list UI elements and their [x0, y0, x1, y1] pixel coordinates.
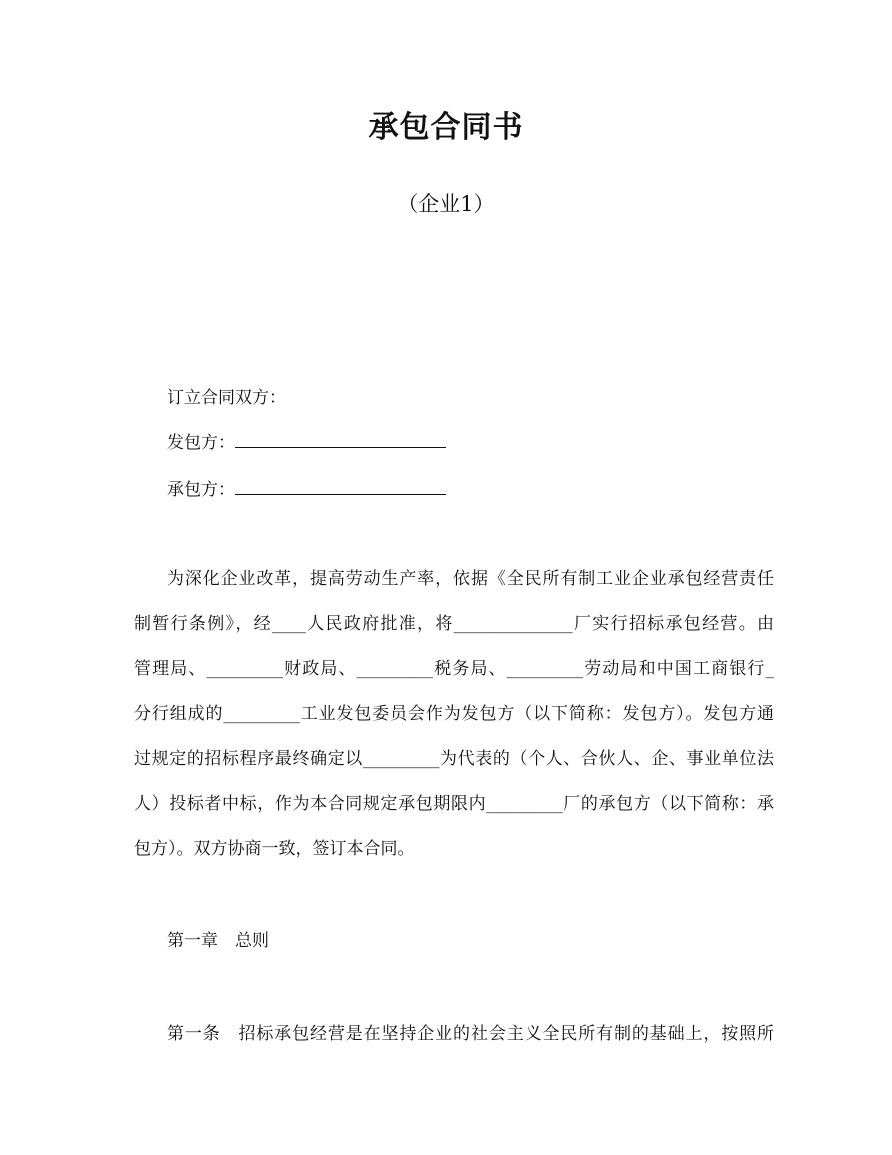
preamble-line: 过规定的招标程序最终确定以_________为代表的（个人、合伙人、企、事业单位法 [134, 749, 774, 769]
preamble-line: 为深化企业改革，提高劳动生产率，依据《全民所有制工业企业承包经营责任 [167, 569, 774, 589]
article-1-line: 第一条 招标承包经营是在坚持企业的社会主义全民所有制的基础上，按照所 [167, 1024, 774, 1044]
chapter-heading: 第一章 总则 [167, 931, 269, 951]
parties-intro: 订立合同双方： [167, 388, 286, 408]
party-b-blank [235, 493, 446, 495]
article-1-paragraph [134, 1012, 774, 1057]
party-a-blank [235, 446, 446, 448]
preamble-paragraph [134, 557, 774, 872]
document-subtitle: （企业1） [397, 192, 495, 216]
party-a-label: 发包方： [167, 433, 235, 453]
preamble-line: 管理局、_________财政局、_________税务局、_________劳动局和中国工商银行_ [134, 659, 774, 679]
preamble-line: 制暂行条例》，经____人民政府批准，将______________厂实行招标承包经营。由 [134, 614, 774, 634]
document-title: 承包合同书 [368, 110, 524, 145]
preamble-line: 包方）。双方协商一致，签订本合同。 [134, 839, 415, 859]
preamble-line: 人）投标者中标，作为本合同规定承包期限内_________厂的承包方（以下简称：承 [134, 794, 774, 814]
party-b-label: 承包方： [167, 480, 235, 500]
party-a-line [167, 430, 446, 456]
preamble-line: 分行组成的_________工业发包委员会作为发包方（以下简称：发包方）。发包方通 [134, 704, 774, 724]
party-b-line [167, 477, 446, 503]
